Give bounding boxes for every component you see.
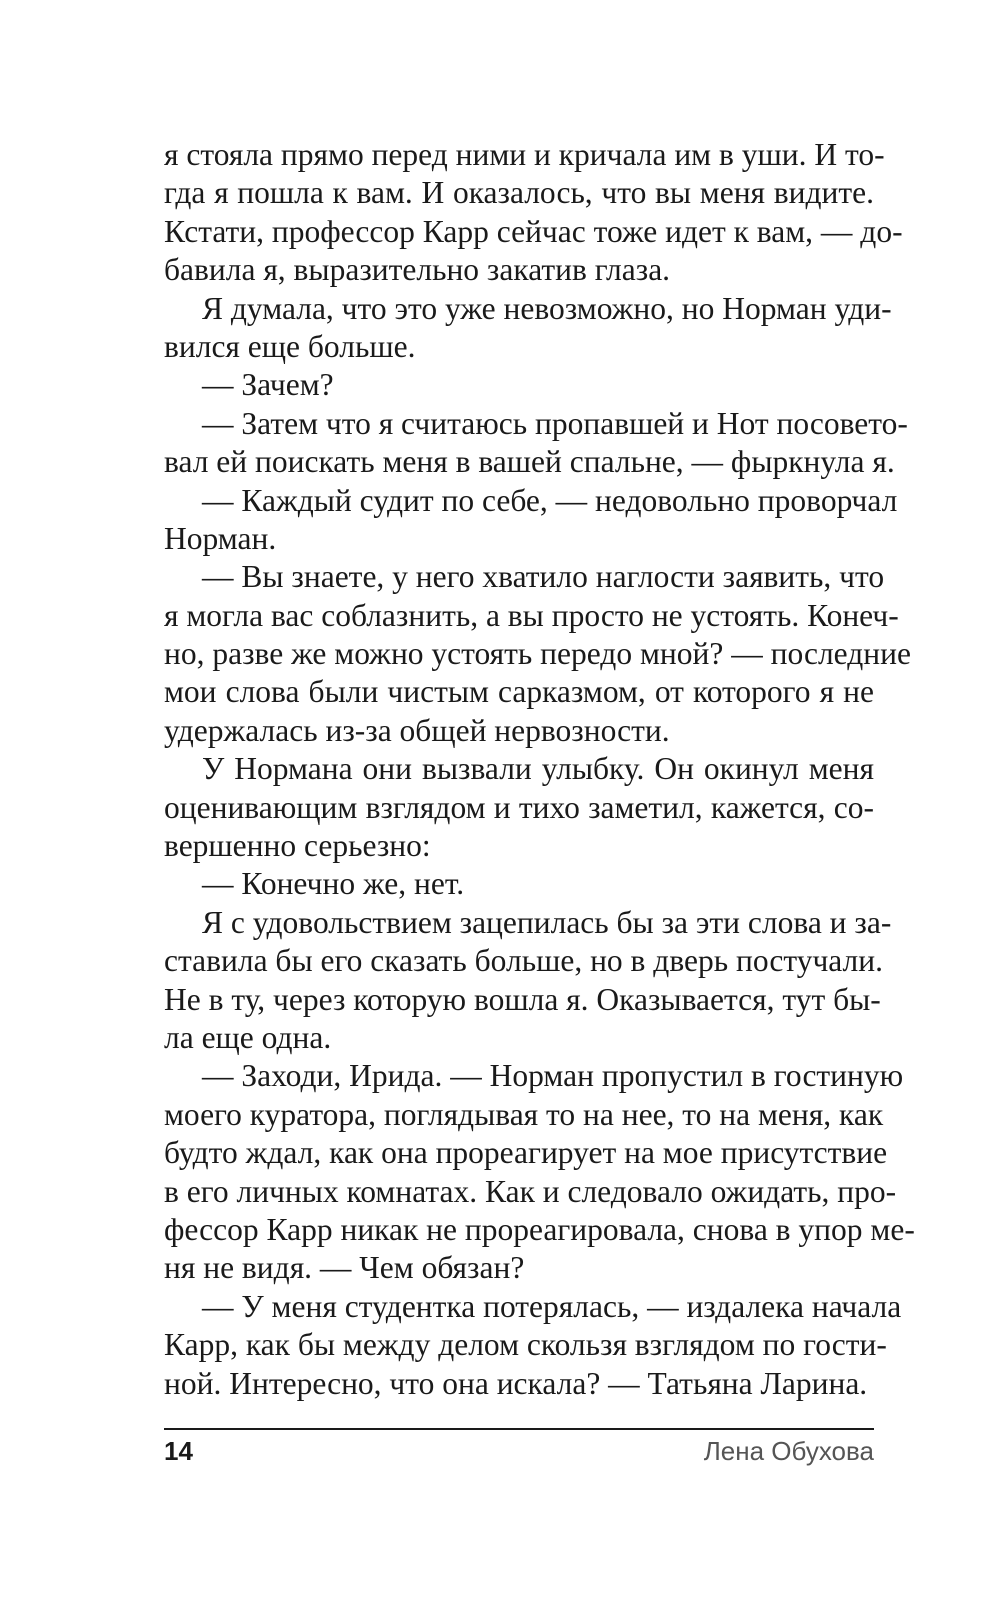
text-line: ня не видя. — Чем обязан? bbox=[164, 1250, 525, 1286]
text-line: я стояла прямо перед ними и кричала им в уши. И то- bbox=[164, 137, 885, 172]
running-footer-author: Лена Обухова bbox=[703, 1436, 874, 1466]
text-line: — Каждый судит по себе, — недовольно проворчал bbox=[202, 482, 898, 518]
text-line: фессор Карр никак не прореагировала, снова в упор ме- bbox=[164, 1211, 915, 1247]
text-line: Я с удовольствием зацепилась бы за эти слова и за- bbox=[202, 904, 892, 940]
text-line: Карр, как бы между делом скользя взглядом по гости- bbox=[164, 1327, 887, 1363]
text-line: оценивающим взглядом и тихо заметил, кажется, со- bbox=[164, 789, 874, 825]
text-line: вершенно серьезно: bbox=[164, 828, 431, 864]
text-line: ной. Интересно, что она искала? — Татьяна Ларина. bbox=[164, 1365, 868, 1401]
text-line: гда я пошла к вам. И оказалось, что вы меня видите. bbox=[164, 175, 874, 211]
text-line: Не в ту, через которую вошла я. Оказывается, тут бы- bbox=[164, 981, 881, 1017]
text-line: моего куратора, поглядывая то на нее, то на меня, как bbox=[164, 1096, 884, 1132]
text-line: вился еще больше. bbox=[164, 328, 416, 364]
text-line: Кстати, профессор Карр сейчас тоже идет к вам, — до- bbox=[164, 213, 903, 249]
text-line: будто ждал, как она прореагирует на мое присутствие bbox=[164, 1135, 888, 1171]
text-line: — Конечно же, нет. bbox=[202, 866, 465, 902]
text-line: У Нормана они вызвали улыбку. Он окинул меня bbox=[202, 751, 874, 787]
text-line: Я думала, что это уже невозможно, но Норман уди- bbox=[202, 290, 892, 326]
text-line: удержалась из-за общей нервозности. bbox=[164, 712, 670, 748]
footer-rule bbox=[164, 1428, 874, 1430]
text-line: Норман. bbox=[164, 520, 277, 556]
text-line: ла еще одна. bbox=[164, 1019, 332, 1055]
text-line: вал ей поискать меня в вашей спальне, — фыркнула я. bbox=[164, 444, 895, 480]
text-line: в его личных комнатах. Как и следовало ожидать, про- bbox=[164, 1173, 897, 1209]
text-line: ставила бы его сказать больше, но в дверь постучали. bbox=[164, 943, 884, 979]
text-line: — У меня студентка потерялась, — издалека начала bbox=[202, 1288, 902, 1324]
text-line: мои слова были чистым сарказмом, от которого я не bbox=[164, 674, 874, 710]
page-number: 14 bbox=[164, 1436, 193, 1466]
text-line: я могла вас соблазнить, а вы просто не устоять. Конеч- bbox=[164, 597, 899, 633]
body-text bbox=[164, 136, 915, 1403]
text-line: — Зачем? bbox=[202, 367, 334, 403]
text-line: — Затем что я считаюсь пропавшей и Нот посовето- bbox=[202, 405, 908, 441]
text-line: бавила я, выразительно закатив глаза. bbox=[164, 252, 671, 288]
text-line: — Вы знаете, у него хватило наглости заявить, что bbox=[202, 559, 885, 595]
text-line: но, разве же можно устоять передо мной? — последние bbox=[164, 636, 911, 672]
text-line: — Заходи, Ирида. — Норман пропустил в гостиную bbox=[202, 1058, 904, 1094]
